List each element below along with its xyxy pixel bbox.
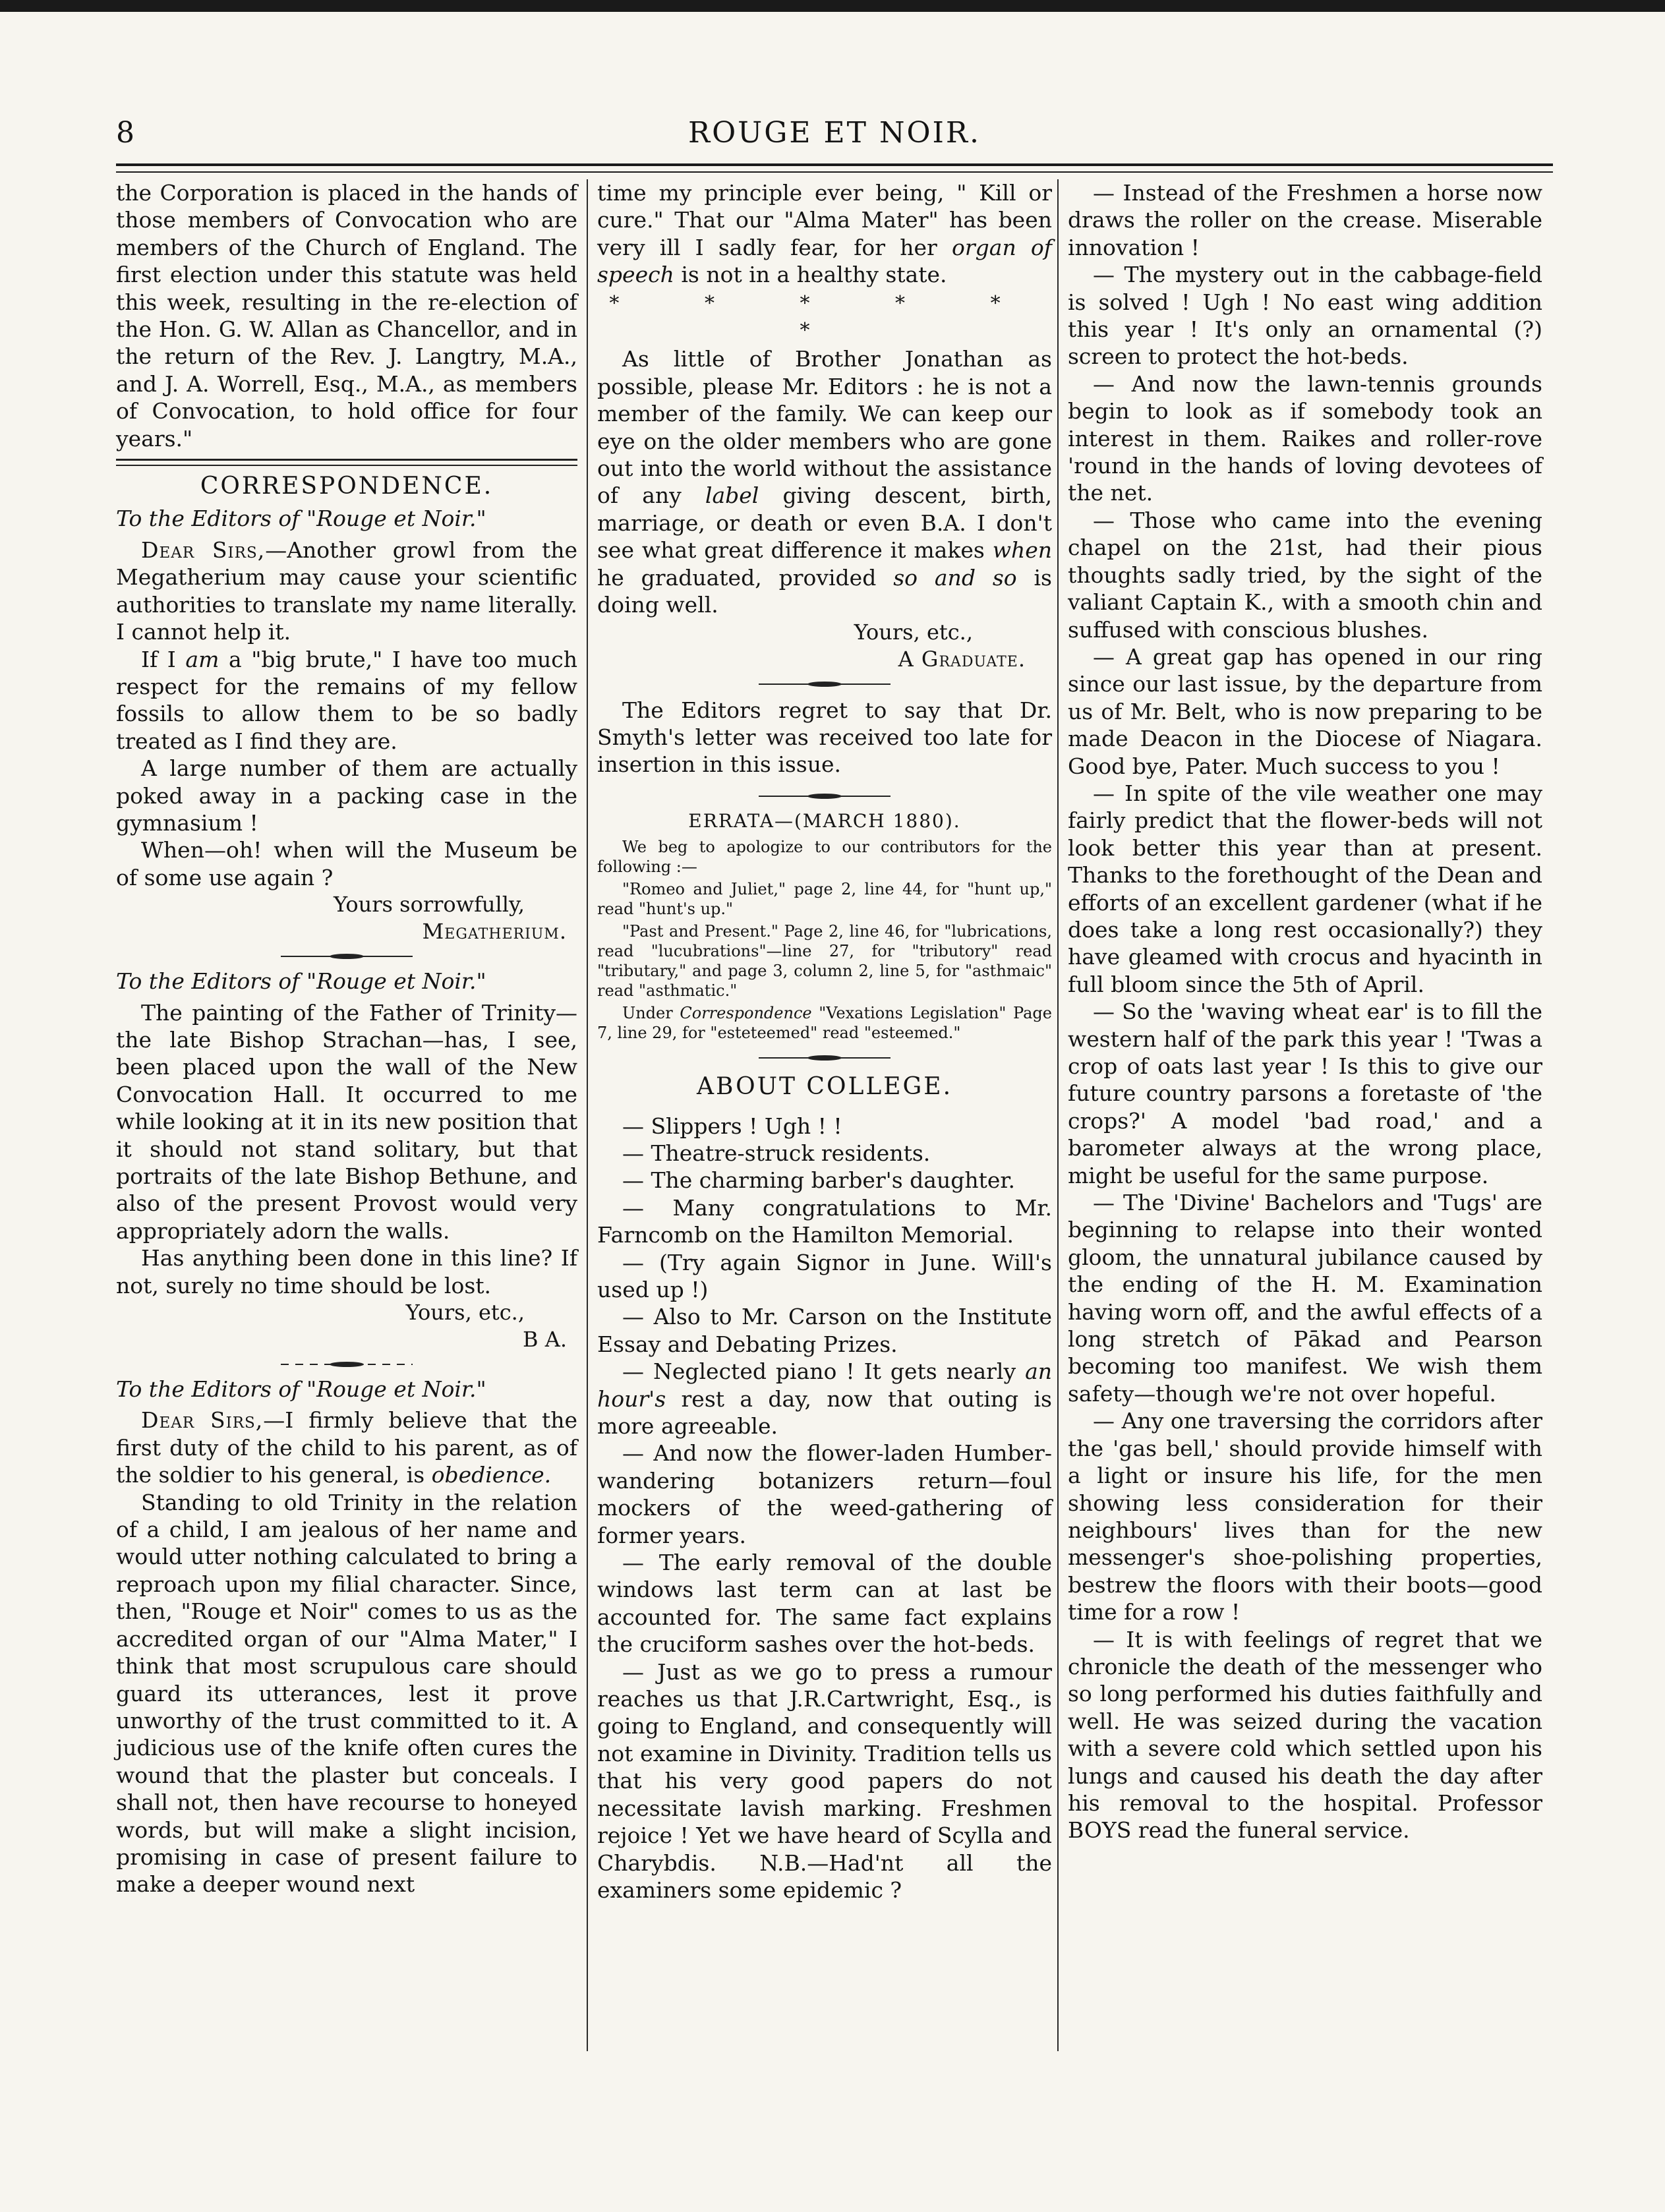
column-2 bbox=[597, 179, 1052, 2025]
college-item: — The early removal of the double windows last term can at last be accounted for. The same fact explains the cruciform sashes over the hot-beds. bbox=[597, 1550, 1052, 1658]
college-item: — The mystery out in the cabbage-field is solved ! Ugh ! No east wing addition this year ! It's only an ornamental (?) screen to protect the hot-beds. bbox=[1068, 262, 1542, 370]
closing: Yours, etc., bbox=[405, 1300, 525, 1325]
letter-address: To the Editors of "Rouge et Noir." bbox=[116, 968, 486, 995]
header-rule bbox=[116, 163, 1553, 173]
paragraph: time my principle ever being, " Kill or cure." That our "Alma Mater" has been very ill I sadly fear, for her organ of speech is not in a healthy state. bbox=[597, 180, 1052, 288]
divider-ornament bbox=[759, 1055, 891, 1061]
college-item: — Many congratulations to Mr. Farncomb on the Hamilton Memorial. bbox=[597, 1194, 1052, 1248]
college-item: — Instead of the Freshmen a horse now draws the roller on the crease. Miserable innovation ! bbox=[1068, 180, 1542, 260]
column-3 bbox=[1068, 179, 1542, 2025]
signature: B A. bbox=[523, 1327, 567, 1353]
college-item: — Theatre-struck residents. bbox=[622, 1140, 931, 1166]
running-title: ROUGE ET NOIR. bbox=[687, 116, 981, 150]
section-title: ABOUT COLLEGE. bbox=[696, 1073, 953, 1101]
paragraph: The painting of the Father of Trinity—the late Bishop Strachan—has, I see, been placed upon the wall of the New Convocation Hall. It occurred to me while looking at it in its new position that it should not stand solitary, but that portraits of the late Bishop Bethune, and also of the present Provost would very appropriately adorn the walls. bbox=[116, 999, 577, 1244]
college-item: — Also to Mr. Carson on the Institute Essay and Debating Prizes. bbox=[597, 1304, 1052, 1357]
column-rule bbox=[587, 179, 588, 2051]
salutation: Dear Sirs, bbox=[141, 1407, 264, 1434]
errata-intro: We beg to apologize to our contributors for the following :— bbox=[597, 838, 1052, 877]
errata-title: ERRATA—(MARCH 1880). bbox=[688, 809, 961, 832]
college-item: — A great gap has opened in our ring since our last issue, by the departure from us of Mr. Belt, who is now preparing to be made Deacon in the Diocese of Niagara. Good bye, Pater. Much success to you ! bbox=[1068, 643, 1542, 779]
page-header bbox=[116, 112, 1553, 158]
column-1 bbox=[116, 179, 577, 2025]
editors-notice: The Editors regret to say that Dr. Smyth's letter was received too late for insertion in this issue. bbox=[597, 697, 1052, 778]
college-item: — And now the lawn-tennis grounds begin to look as if somebody took an interest in them. Raikes and roller-rove 'round in the hands of loving devotees of the net. bbox=[1068, 370, 1542, 506]
divider-ornament bbox=[281, 953, 413, 960]
paragraph: As little of Brother Jonathan as possible, please Mr. Editors : he is not a member of the family. We can keep our eye on the older members who are gone out into the world without the assistance of any label giving descent, birth, marriage, or death or even B.A. I don't see what great difference it makes when he graduated, provided so and so is doing well. bbox=[597, 346, 1052, 618]
scan-top-edge bbox=[0, 0, 1665, 12]
college-item: — Neglected piano ! It gets nearly an hour's rest a day, now that outing is more agreeable. bbox=[597, 1358, 1052, 1439]
college-item: — The charming barber's daughter. bbox=[622, 1167, 1016, 1194]
salutation: Dear Sirs, bbox=[141, 537, 266, 563]
college-item: — (Try again Signor in June. Will's used up !) bbox=[597, 1249, 1052, 1302]
paragraph: Standing to old Trinity in the relation of a child, I am jealous of her name and would utter nothing calculated to bring a reproach upon my filial character. Since, then, "Rouge et Noir" comes to us as the accredited organ of our "Alma Mater," I think that most scrupulous care should guard its utterances, lest it prove unworthy of the trust committed to it. A judicious use of the knife often cures the wound that the plaster but conceals. I shall not, then have recourse to honeyed words, but will make a slight incision, promising in case of present failure to make a deeper wound next bbox=[116, 1489, 577, 1898]
college-item: — It is with feelings of regret that we chronicle the death of the messenger who so long performed his duties faithfully and well. He was seized during the vacation with a severe cold which settled upon his lungs and caused his death the day after his removal to the hospital. Professor BOYS read the funeral service. bbox=[1068, 1626, 1542, 1844]
column-rule bbox=[1057, 179, 1059, 2051]
college-item: — In spite of the vile weather one may fairly predict that the flower-beds will not look better this year than at present. Thanks to the forethought of the Dean and efforts of an excellent gardener (what if he does take a long rest occasionally?) they have gleamed with crocus and hyacinth in full bloom since the 5th of April. bbox=[1068, 780, 1542, 997]
divider-ornament bbox=[281, 1361, 413, 1368]
errata-item: "Romeo and Juliet," page 2, line 44, for "hunt up," read "hunt's up." bbox=[597, 880, 1052, 919]
errata-list bbox=[597, 837, 1052, 1043]
signature: Megatherium. bbox=[422, 919, 567, 945]
divider-ornament bbox=[759, 681, 891, 687]
paragraph: If I am a "big brute," I have too much respect for the remains of my fellow fossils to allow them to be so badly treated as I find they are. bbox=[116, 646, 578, 754]
letter-address: To the Editors of "Rouge et Noir." bbox=[116, 506, 486, 532]
paragraph: the Corporation is placed in the hands of those members of Convocation who are members of the Church of England. The first election under this statute was held this week, resulting in the re-election of the Hon. G. W. Allan as Chancellor, and in the return of the Rev. J. Langtry, M.A., and J. A. Worrell, Esq., M.A., as members of Convocation, to hold office for four years." bbox=[116, 180, 577, 451]
errata-item: Under Correspondence "Vexations Legislation" Page 7, line 29, for "esteteemed" read "esteemed." bbox=[597, 1004, 1052, 1043]
college-item: — Slippers ! Ugh ! ! bbox=[622, 1113, 842, 1139]
paragraph: Has anything been done in this line? If not, surely no time should be lost. bbox=[116, 1245, 577, 1298]
section-title: CORRESPONDENCE. bbox=[200, 473, 494, 500]
asterism: * * * * * * bbox=[609, 291, 1040, 343]
divider-ornament bbox=[759, 793, 891, 800]
section-rule bbox=[116, 459, 577, 466]
closing: Yours, etc., bbox=[854, 619, 973, 645]
paragraph: Dear Sirs,—I firmly believe that the first duty of the child to his parent, as of the soldier to his general, is obedience. bbox=[116, 1407, 577, 1488]
page-number: 8 bbox=[116, 116, 134, 150]
college-item: — Any one traversing the corridors after the 'gas bell,' should provide himself with a light or insure his life, for the men showing less consideration for their neighbours' lives than for the new messenger's shoe-polishing properties, bestrew the floors with their boots—good time for a row ! bbox=[1068, 1408, 1542, 1625]
college-item: — So the 'waving wheat ear' is to fill the western half of the park this year ! 'Twas a crop of oats last year ! Is this to give our future country parsons a foretaste of 'the crops?' A model 'bad road,' and a barometer always at the wrong place, might be useful for the same purpose. bbox=[1068, 999, 1542, 1188]
paragraph: Dear Sirs,—Another growl from the Megatherium may cause your scientific authorities to translate my name literally. I cannot help it. bbox=[116, 537, 577, 645]
paragraph: A large number of them are actually poked away in a packing case in the gymnasium ! bbox=[116, 755, 577, 836]
college-item: — Those who came into the evening chapel on the 21st, had their pious thoughts sadly tried, by the sight of the valiant Captain K., with a smooth chin and suffused with conscious blushes. bbox=[1068, 507, 1542, 643]
college-item: — Just as we go to press a rumour reaches us that J.R.Cartwright, Esq., is going to England, and consequently will not examine in Divinity. Tradition tells us that his very good papers do not necessitate lavish marking. Freshmen rejoice ! Yet we have heard of Scylla and Charybdis. N.B.—Had'nt all the examiners some epidemic ? bbox=[597, 1658, 1052, 1903]
errata-item: "Past and Present." Page 2, line 46, for "lubrications, read "lucubrations"—line 27, for "tributory" read "tributary," and page 3, column 2, line 5, for "asthmaic" read "asthmatic." bbox=[597, 922, 1052, 1001]
closing: Yours sorrowfully, bbox=[334, 892, 525, 917]
college-item: — The 'Divine' Bachelors and 'Tugs' are beginning to relapse into their wonted gloom, the unnatural jubilance caused by the ending of the H. M. Examination having worn off, and the awful effects of a long stretch of Pākad and Pearson becoming too manifest. We wish them safety—though we're not over hopeful. bbox=[1068, 1190, 1542, 1407]
letter-address: To the Editors of "Rouge et Noir." bbox=[116, 1376, 486, 1403]
college-item: — And now the flower-laden Humber-wandering botanizers return—foul mockers of the weed-gathering of former years. bbox=[597, 1440, 1052, 1548]
signature: A Graduate. bbox=[898, 646, 1026, 672]
paragraph: When—oh! when will the Museum be of some use again ? bbox=[116, 837, 577, 890]
